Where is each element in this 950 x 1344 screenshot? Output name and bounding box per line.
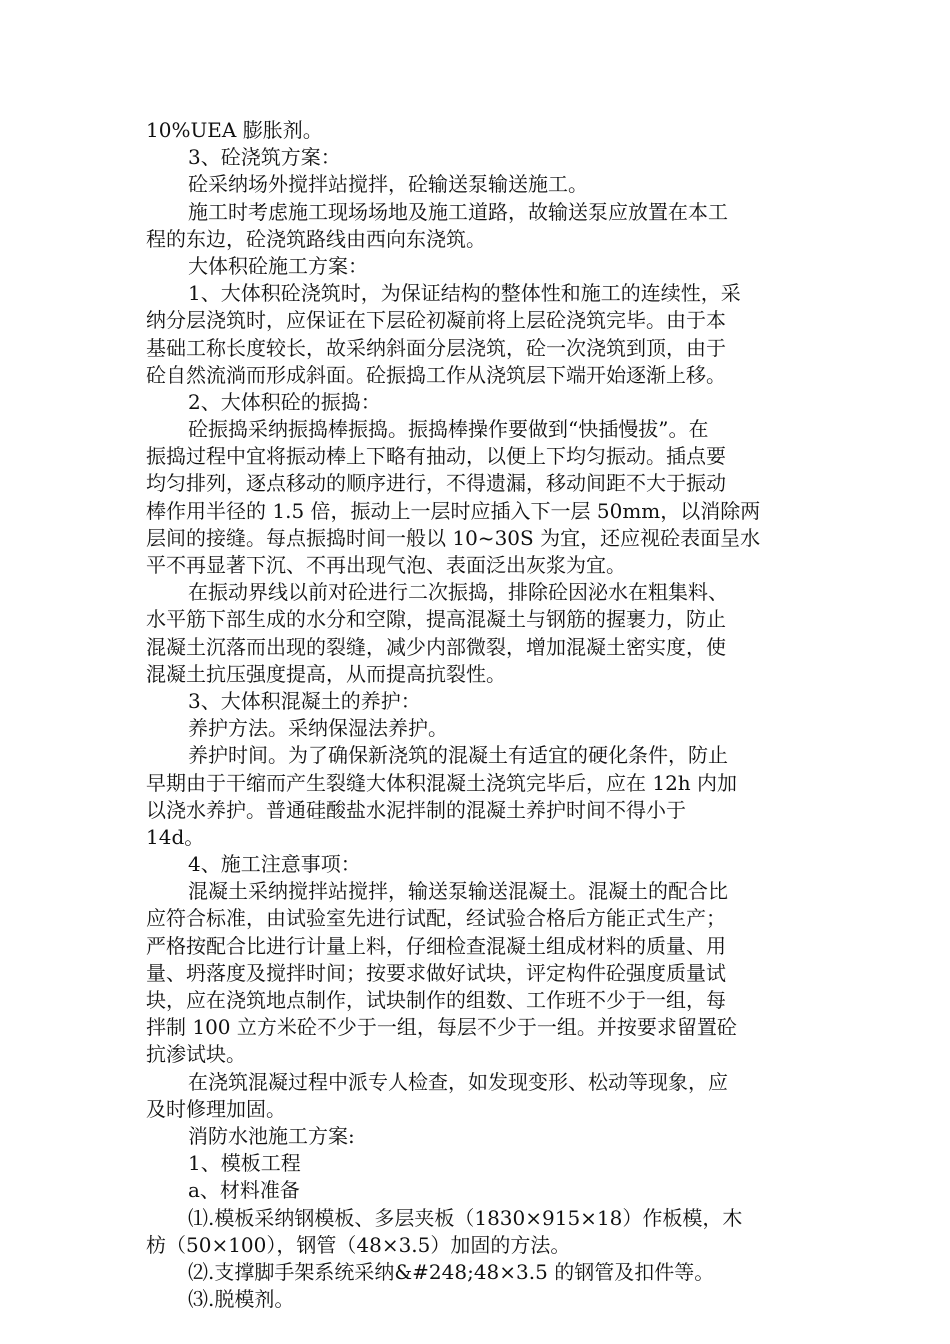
text-line: 消防水池施工方案: bbox=[188, 1123, 355, 1148]
text-line: 严格按配合比进行计量上料，仔细检查混凝土组成材料的质量、用 bbox=[146, 933, 726, 958]
text-line: a、材料准备 bbox=[188, 1178, 300, 1203]
text-line: 棒作用半径的 1.5 倍，振动上一层时应插入下一层 50mm，以消除两 bbox=[146, 498, 761, 523]
text-line: 砼振捣采纳振捣棒振捣。振捣棒操作要做到“快插慢拔”。在 bbox=[188, 417, 709, 442]
text-line: 3、大体积混凝土的养护： bbox=[188, 688, 421, 713]
document-body bbox=[146, 117, 806, 1313]
text-line: 14d。 bbox=[146, 824, 205, 849]
text-line: ⑶.脱模剂。 bbox=[188, 1287, 295, 1312]
text-line: 纳分层浇筑时，应保证在下层砼初凝前将上层砼浇筑完毕。由于本 bbox=[146, 308, 726, 333]
text-line: 以浇水养护。普通硅酸盐水泥拌制的混凝土养护时间不得小于 bbox=[146, 797, 686, 822]
text-line: 养护方法。采纳保湿法养护。 bbox=[188, 716, 448, 741]
text-line: 早期由于干缩而产生裂缝大体积混凝土浇筑完毕后，应在 12h 内加 bbox=[146, 770, 738, 795]
text-line: 在振动界线以前对砼进行二次振捣，排除砼因泌水在粗集料、 bbox=[188, 580, 728, 605]
text-line: 拌制 100 立方米砼不少于一组，每层不少于一组。并按要求留置砼 bbox=[146, 1015, 737, 1040]
text-line: 层间的接缝。每点振捣时间一般以 10~30S 为宜，还应视砼表面呈水 bbox=[146, 525, 761, 550]
text-line: 砼自然流淌而形成斜面。砼振捣工作从浇筑层下端开始逐渐上移。 bbox=[146, 362, 726, 387]
text-line: 砼采纳场外搅拌站搅拌，砼输送泵输送施工。 bbox=[188, 172, 588, 197]
text-line: 均匀排列，逐点移动的顺序进行，不得遗漏，移动间距不大于振动 bbox=[146, 471, 726, 496]
text-line: 程的东边，砼浇筑路线由西向东浇筑。 bbox=[146, 226, 486, 251]
text-line: 4、施工注意事项： bbox=[188, 852, 361, 877]
text-line: 养护时间。为了确保新浇筑的混凝土有适宜的硬化条件，防止 bbox=[188, 743, 728, 768]
text-line: 混凝土采纳搅拌站搅拌，输送泵输送混凝土。混凝土的配合比 bbox=[188, 879, 728, 904]
text-line: 10%UEA 膨胀剂。 bbox=[146, 118, 323, 142]
text-line: ⑵.支撑脚手架系统采纳&#248;48×3.5 的钢管及扣件等。 bbox=[188, 1259, 715, 1284]
text-line: 应符合标准，由试验室先进行试配，经试验合格后方能正式生产； bbox=[146, 906, 726, 931]
text-line: 3、砼浇筑方案： bbox=[188, 145, 341, 170]
text-line: 1、模板工程 bbox=[188, 1151, 301, 1176]
text-line: 水平筋下部生成的水分和空隙，提高混凝土与钢筋的握裹力，防止 bbox=[146, 607, 726, 632]
text-line: 混凝土抗压强度提高，从而提高抗裂性。 bbox=[146, 661, 506, 686]
text-line: 大体积砼施工方案： bbox=[188, 253, 368, 278]
text-line: 枋（50×100），钢管（48×3.5）加固的方法。 bbox=[146, 1232, 571, 1257]
text-line: 施工时考虑施工现场场地及施工道路，故输送泵应放置在本工 bbox=[188, 199, 728, 224]
text-line: 量、坍落度及搅拌时间；按要求做好试块，评定构件砼强度质量试 bbox=[146, 960, 726, 985]
text-line: 振捣过程中宜将振动棒上下略有抽动，以便上下均匀振动。插点要 bbox=[146, 444, 726, 469]
text-line: 及时修理加固。 bbox=[146, 1096, 286, 1121]
text-line: 在浇筑混凝过程中派专人检查，如发现变形、松动等现象，应 bbox=[188, 1069, 728, 1094]
text-line: 平不再显著下沉、不再出现气泡、表面泛出灰浆为宜。 bbox=[146, 553, 626, 577]
text-line: 混凝土沉落而出现的裂缝，减少内部微裂，增加混凝土密实度，使 bbox=[146, 634, 726, 659]
text-line: 抗渗试块。 bbox=[146, 1042, 246, 1067]
text-line: 块，应在浇筑地点制作，试块制作的组数、工作班不少于一组，每 bbox=[146, 988, 726, 1012]
text-line: 基础工称长度较长，故采纳斜面分层浇筑，砼一次浇筑到顶，由于 bbox=[146, 335, 726, 360]
text-line: 1、大体积砼浇筑时，为保证结构的整体性和施工的连续性，采 bbox=[188, 281, 741, 306]
text-line: 2、大体积砼的振捣： bbox=[188, 389, 381, 414]
text-line: ⑴.模板采纳钢模板、多层夹板（1830×915×18）作板模，木 bbox=[188, 1205, 743, 1230]
